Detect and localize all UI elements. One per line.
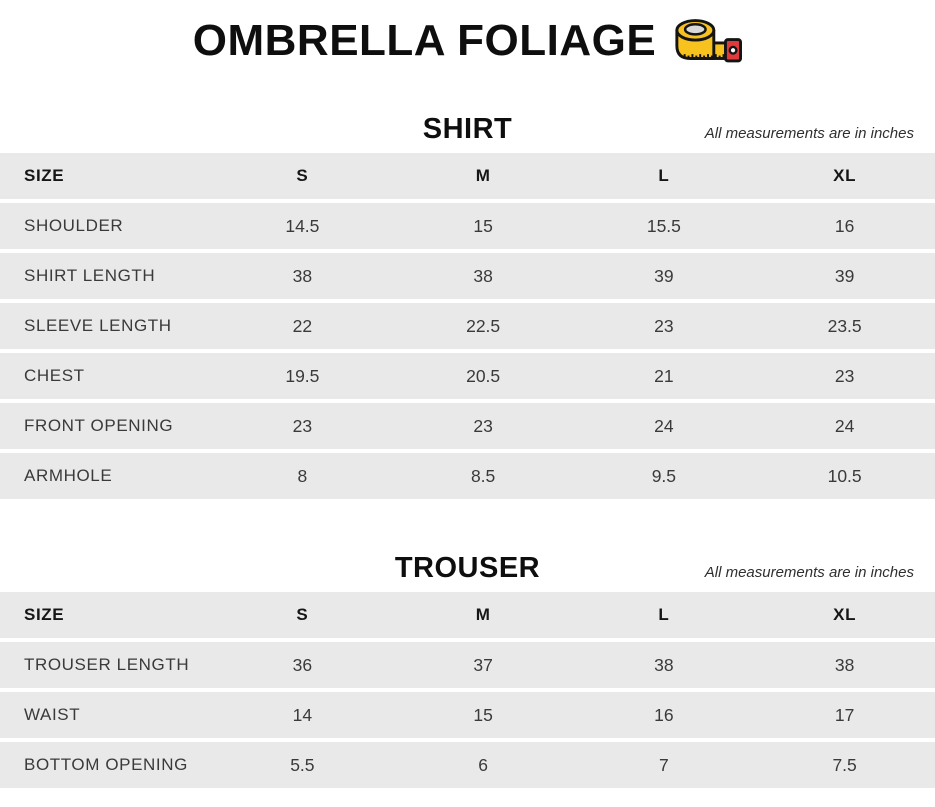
- table-row: [0, 303, 935, 349]
- shirt-size-table: [0, 153, 935, 499]
- row-label: ARMHOLE: [24, 466, 113, 485]
- row-label: SHIRT LENGTH: [24, 266, 156, 285]
- column-header: L: [658, 166, 670, 185]
- cell-value: 24: [834, 415, 855, 436]
- table-row: [0, 253, 935, 299]
- row-label: CHEST: [24, 366, 85, 385]
- table-row: [0, 353, 935, 399]
- trouser-section-heading: TROUSER: [394, 552, 541, 584]
- column-header: S: [296, 605, 309, 624]
- row-label: FRONT OPENING: [24, 416, 174, 435]
- cell-value: 22.5: [466, 315, 501, 336]
- cell-value: 23: [292, 415, 313, 436]
- column-header: M: [475, 605, 491, 624]
- table-row: [0, 742, 935, 788]
- cell-value: 22: [292, 315, 313, 336]
- cell-value: 23: [834, 365, 855, 386]
- cell-value: 24: [654, 415, 674, 436]
- cell-value: 16: [654, 704, 674, 725]
- row-label: BOTTOM OPENING: [24, 755, 188, 774]
- cell-value: 6: [478, 754, 488, 775]
- cell-value: 10.5: [827, 465, 862, 486]
- cell-value: 38: [292, 265, 313, 286]
- cell-value: 16: [834, 215, 855, 236]
- table-row: [0, 692, 935, 738]
- table-row: [0, 203, 935, 249]
- table-row: [0, 403, 935, 449]
- row-label: TROUSER LENGTH: [24, 655, 190, 674]
- cell-value: 38: [834, 654, 855, 675]
- cell-value: 23: [473, 415, 493, 436]
- cell-value: 38: [473, 265, 493, 286]
- row-label: WAIST: [24, 705, 81, 724]
- row-label: SHOULDER: [24, 216, 124, 235]
- cell-value: 39: [834, 265, 855, 286]
- cell-value: 7.5: [832, 754, 857, 775]
- trouser-measure-note: All measurements are in inches: [704, 564, 914, 581]
- trouser-size-table: [0, 592, 935, 788]
- cell-value: 39: [654, 265, 674, 286]
- tape-measure-icon: [672, 15, 742, 67]
- cell-value: 8: [297, 465, 308, 486]
- shirt-section-header: [0, 102, 935, 144]
- table-row: [0, 642, 935, 688]
- cell-value: 20.5: [466, 365, 501, 386]
- cell-value: 17: [834, 704, 855, 725]
- table-row: [0, 453, 935, 499]
- cell-value: 21: [654, 365, 674, 386]
- column-header-size: SIZE: [24, 605, 65, 624]
- column-header: L: [658, 605, 670, 624]
- shirt-measure-note: All measurements are in inches: [704, 125, 914, 142]
- column-header-size: SIZE: [24, 166, 65, 185]
- cell-value: 38: [654, 654, 674, 675]
- cell-value: 14.5: [285, 215, 320, 236]
- cell-value: 15: [473, 704, 493, 725]
- table-header-row: [0, 153, 935, 199]
- column-header: XL: [833, 605, 857, 624]
- cell-value: 37: [473, 654, 493, 675]
- cell-value: 8.5: [470, 465, 496, 486]
- row-label: SLEEVE LENGTH: [24, 316, 172, 335]
- cell-value: 23.5: [827, 315, 862, 336]
- table-header-row: [0, 592, 935, 638]
- cell-value: 14: [292, 704, 313, 725]
- title-row: [0, 0, 935, 68]
- column-header: S: [296, 166, 309, 185]
- page-title: OMBRELLA FOLIAGE: [192, 16, 657, 65]
- shirt-section-heading: SHIRT: [422, 113, 513, 145]
- trouser-section-header: [0, 541, 935, 583]
- column-header: M: [475, 166, 491, 185]
- cell-value: 5.5: [290, 754, 315, 775]
- cell-value: 15.5: [646, 215, 681, 236]
- cell-value: 15: [473, 215, 493, 236]
- cell-value: 23: [654, 315, 674, 336]
- column-header: XL: [833, 166, 857, 185]
- cell-value: 19.5: [285, 365, 320, 386]
- cell-value: 7: [659, 754, 669, 775]
- cell-value: 36: [292, 654, 313, 675]
- cell-value: 9.5: [651, 465, 677, 486]
